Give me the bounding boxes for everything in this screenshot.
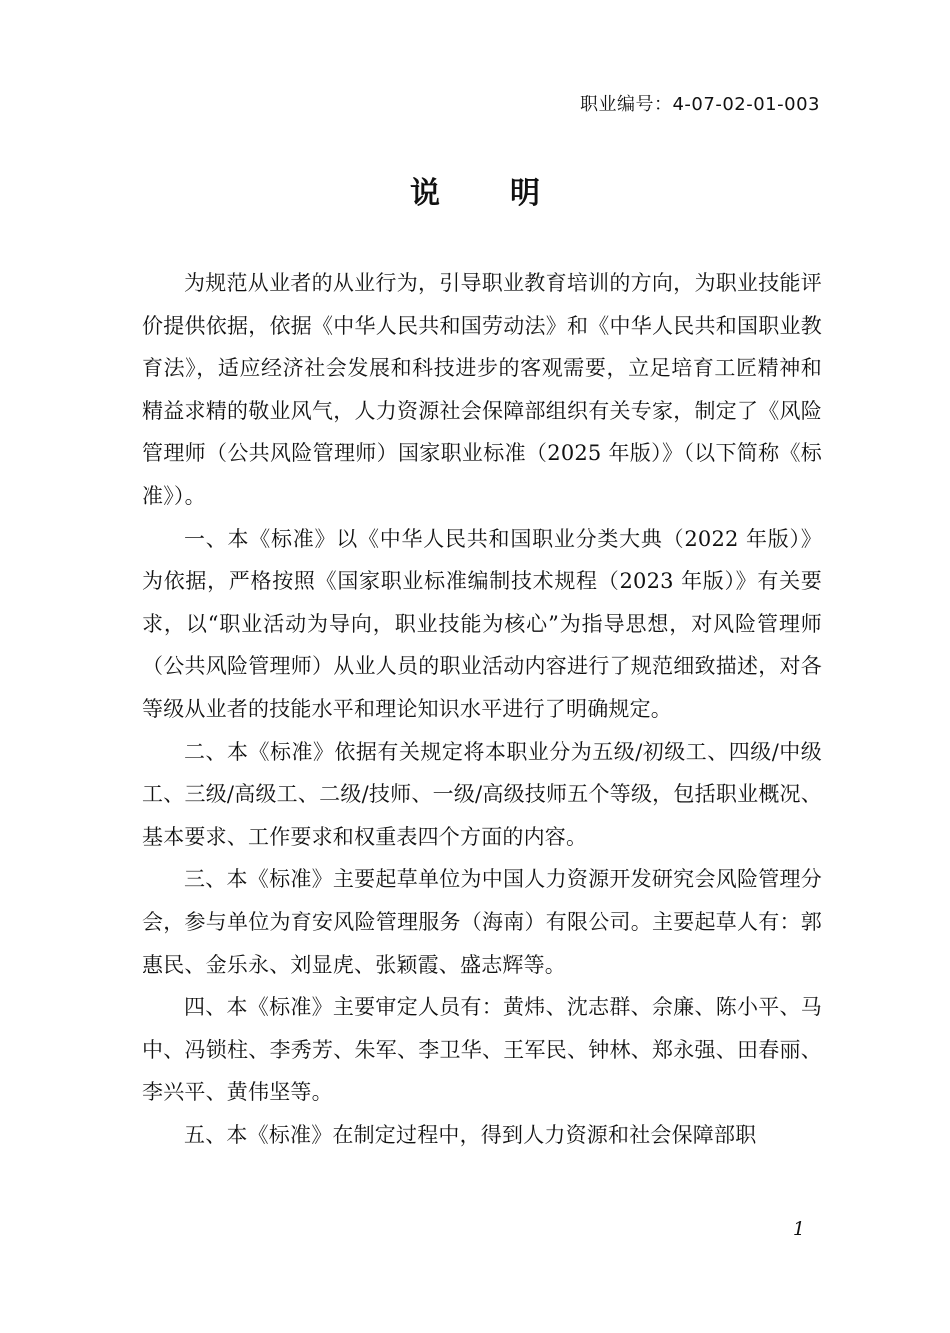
- paragraph-1: 一、本《标准》以《中华人民共和国职业分类大典（2022 年版）》为依据，严格按照《国家职业标准编制技术规程（2023 年版）》有关要求，以“职业活动为导向，职业技能为核心”为指导思想，对风险管理师（公共风险管理师）从业人员的职业活动内容进行了规范细致描述，对各等级从业者的技能水平和理论知识水平进行了明确规定。: [142, 526, 822, 721]
- paragraph-4: 四、本《标准》主要审定人员有：黄炜、沈志群、佘廉、陈小平、马中、冯锁柱、李秀芳、朱军、李卫华、王军民、钟林、郑永强、田春丽、李兴平、黄伟坚等。: [142, 995, 822, 1105]
- paragraph-2: 二、本《标准》依据有关规定将本职业分为五级/初级工、四级/中级工、三级/高级工、二级/技师、一级/高级技师五个等级，包括职业概况、基本要求、工作要求和权重表四个方面的内容。: [142, 739, 822, 849]
- paragraph-intro: 为规范从业者的从业行为，引导职业教育培训的方向，为职业技能评价提供依据，依据《中华人民共和国劳动法》和《中华人民共和国职业教育法》，适应经济社会发展和科技进步的客观需要，立足培育工匠精神和精益求精的敬业风气，人力资源社会保障部组织有关专家，制定了《风险管理师（公共风险管理师）国家职业标准（2025 年版）》（以下简称《标准》）。: [142, 271, 822, 508]
- job-code: 职业编号：4-07-02-01-003: [579, 94, 820, 115]
- page-title: 说明: [410, 176, 610, 211]
- paragraph-3: 三、本《标准》主要起草单位为中国人力资源开发研究会风险管理分会，参与单位为育安风险管理服务（海南）有限公司。主要起草人有：郭惠民、金乐永、刘显虎、张颖霞、盛志辉等。: [142, 867, 822, 977]
- body-text: [142, 262, 822, 1156]
- page-number: 1: [792, 1218, 805, 1240]
- paragraph-5: 五、本《标准》在制定过程中，得到人力资源和社会保障部职: [184, 1122, 757, 1147]
